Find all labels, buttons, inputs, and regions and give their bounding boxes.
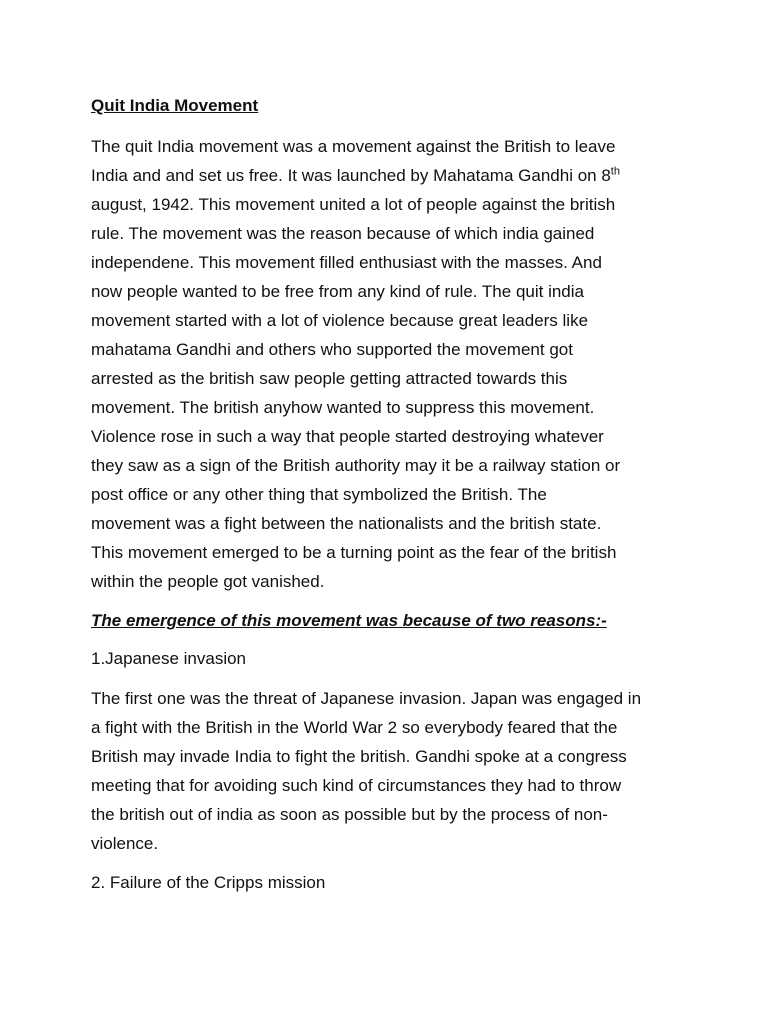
superscript: th — [610, 165, 620, 178]
text-line: august, 1942. This movement united a lot of people against the british — [91, 195, 616, 214]
text-line: The first one was the threat of Japanese invasion. Japan was engaged in — [91, 689, 642, 708]
paragraph-intro — [91, 132, 691, 596]
document-title: Quit India Movement — [91, 96, 259, 115]
text-line: India and and set us free. It was launched by Mahatama Gandhi on 8 — [91, 166, 611, 185]
text-line: rule. The movement was the reason because of which india gained — [91, 224, 595, 243]
text-line: movement started with a lot of violence because great leaders like — [91, 311, 589, 330]
text-line: violence. — [91, 834, 159, 853]
text-line: they saw as a sign of the British authority may it be a railway station or — [91, 456, 621, 475]
text-line: post office or any other thing that symbolized the British. The — [91, 485, 547, 504]
text-line: independene. This movement filled enthusiast with the masses. And — [91, 253, 602, 272]
section-subheading: The emergence of this movement was because of two reasons:- — [91, 611, 607, 630]
document-page — [91, 94, 691, 908]
text-line: movement. The british anyhow wanted to suppress this movement. — [91, 398, 595, 417]
text-line: arrested as the british saw people getting attracted towards this — [91, 369, 568, 388]
text-line: Violence rose in such a way that people started destroying whatever — [91, 427, 604, 446]
text-line: the british out of india as soon as possible but by the process of non- — [91, 805, 608, 824]
text-line: mahatama Gandhi and others who supported the movement got — [91, 340, 573, 359]
paragraph-japanese-invasion — [91, 684, 691, 858]
text-line: a fight with the British in the World War 2 so everybody feared that the — [91, 718, 618, 737]
text-line: This movement emerged to be a turning point as the fear of the british — [91, 543, 617, 562]
text-line: The quit India movement was a movement against the British to leave — [91, 137, 616, 156]
text-line: within the people got vanished. — [91, 572, 325, 591]
reason-2-title: 2. Failure of the Cripps mission — [91, 873, 326, 892]
text-line: movement was a fight between the nationalists and the british state. — [91, 514, 602, 533]
text-line: now people wanted to be free from any kind of rule. The quit india — [91, 282, 584, 301]
text-line-with-superscript — [91, 161, 691, 190]
text-line: British may invade India to fight the british. Gandhi spoke at a congress — [91, 747, 627, 766]
reason-1-title: 1.Japanese invasion — [91, 649, 247, 668]
text-line: meeting that for avoiding such kind of circumstances they had to throw — [91, 776, 622, 795]
